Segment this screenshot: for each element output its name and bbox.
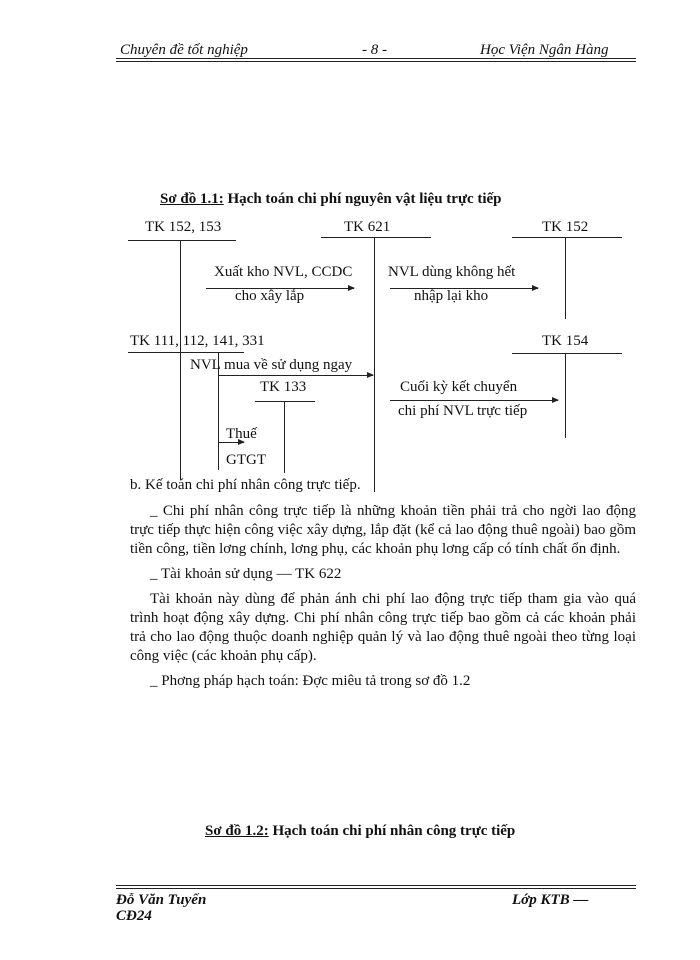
diagram1-label: Sơ đồ 1.1: [160, 191, 224, 207]
header-right: Học Viện Ngân Hàng [480, 42, 609, 58]
paragraph-tai-khoan-nay: Tài khoản này dùng để phản ánh chi phí lao động trực tiếp tham gia vào quá trình hoạt động xây dựng. Chi phí nhân công trực tiếp bao gồm cả các khoản phải trả cho lao động thuộc doanh nghiệp quản lý và lao động thuê ngoài theo từng loại công việc (các khoản phụ cấp). [130, 591, 636, 664]
account-tk621: TK 621 [344, 219, 391, 235]
tk152-vertical-line [565, 237, 566, 319]
body-text [130, 502, 636, 691]
tk111-top-line [128, 352, 244, 353]
footer-rule-2 [116, 888, 636, 889]
tk154-vertical-line [565, 353, 566, 438]
flow-gtgt-label: GTGT [226, 452, 266, 468]
tk133-top-line [255, 401, 315, 402]
tk152-153-top-line [128, 240, 236, 241]
header-rule [116, 58, 636, 59]
tk621-vertical-line [374, 237, 375, 492]
account-tk152: TK 152 [542, 219, 589, 235]
paragraph-tai-khoan: _ Tài khoản sử dụng — TK 622 [150, 566, 342, 582]
flow-nvl-mua-ve-label: NVL mua về sử dụng ngay [190, 357, 353, 373]
tk621-top-line [321, 237, 431, 238]
footer-author: Đỗ Văn Tuyến [116, 892, 207, 908]
footer-rule [116, 885, 636, 886]
diagram2-label: Sơ đồ 1.2: [205, 823, 269, 839]
diagram1-heading [160, 191, 502, 208]
header-page-number: - 8 - [362, 42, 387, 58]
flow-xuat-kho-label: Xuất kho NVL, CCDC [214, 264, 353, 280]
account-tk154: TK 154 [542, 333, 589, 349]
account-tk152-153: TK 152, 153 [145, 219, 222, 235]
tk133-vertical-line [284, 401, 285, 473]
arrow-thue [218, 442, 244, 443]
section-b-heading: b. Kế toán chi phí nhân công trực tiếp. [130, 477, 361, 493]
footer-class: Lớp KTB — [512, 892, 589, 908]
footer-class-continued: CĐ24 [116, 908, 152, 924]
account-tk111: TK 111, 112, 141, 331 [130, 333, 265, 349]
tk154-top-line [512, 353, 622, 354]
diagram1-title: Hạch toán chi phí nguyên vật liệu trực tiếp [227, 191, 502, 207]
arrow-cuoi-ky [390, 400, 558, 401]
diagram2-heading [205, 823, 515, 840]
flow-cuoi-ky-label: Cuối kỳ kết chuyển [400, 379, 518, 395]
account-tk133: TK 133 [260, 379, 307, 395]
flow-cho-xay-lap-label: cho xây lắp [235, 288, 305, 304]
flow-nhap-lai-kho-label: nhập lại kho [414, 288, 489, 304]
header-left: Chuyên đề tốt nghiệp [120, 42, 248, 58]
tk152-153-vertical-line [180, 240, 181, 480]
flow-thue-label: Thuế [226, 426, 257, 442]
paragraph-phuong-phap: _ Phơng pháp hạch toán: Đợc miêu tả trong sơ đồ 1.2 [150, 673, 471, 689]
arrow-nvl-mua-ve [218, 375, 373, 376]
flow-nvl-dung-khong-het-label: NVL dùng không hết [388, 264, 516, 280]
paragraph-chi-phi-nhan-cong: _ Chi phí nhân công trực tiếp là những khoản tiền phải trả cho ngời lao động trực tiếp thực hiện công việc xây dựng, lắp đặt (kể cả lao động thuê ngoài) bao gồm tiền công, tiền lơng chính, lơng phụ, các khoản phụ lơng cấp có tính chất ổn định. [130, 503, 636, 557]
diagram2-title: Hạch toán chi phí nhân công trực tiếp [272, 823, 516, 839]
header-rule-2 [116, 61, 636, 62]
tk152-top-line [512, 237, 622, 238]
flow-chi-phi-nvl-label: chi phí NVL trực tiếp [398, 403, 528, 419]
